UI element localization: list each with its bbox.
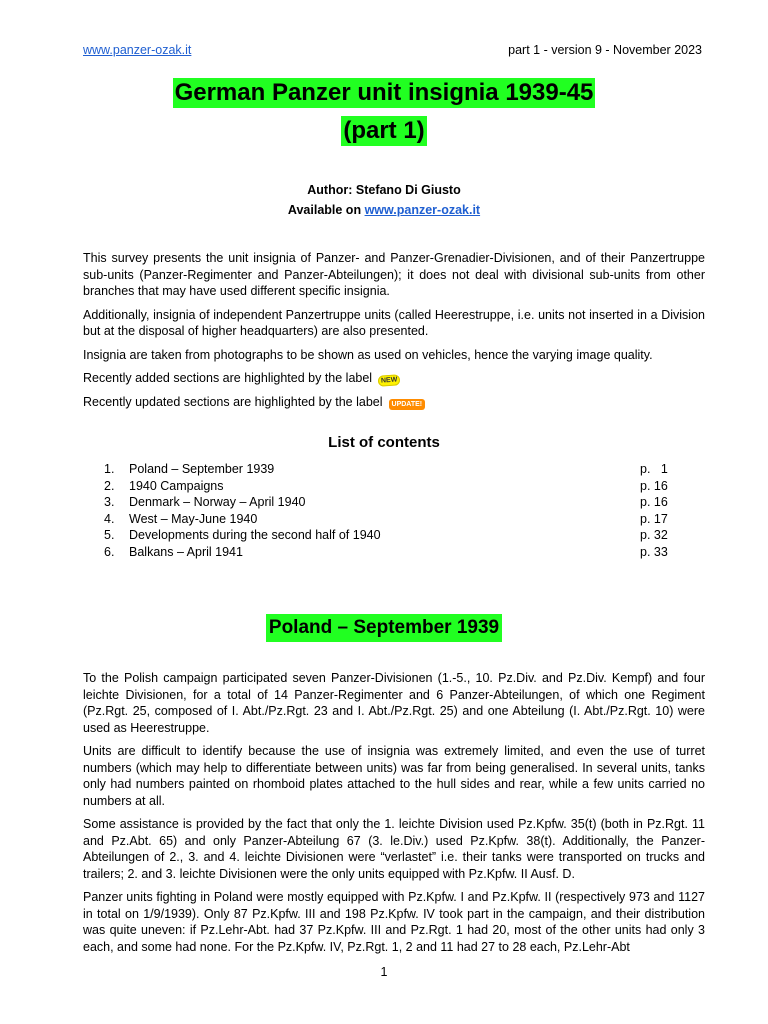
intro-paragraph-1: This survey presents the unit insignia of Panzer- and Panzer-Grenadier-Divisionen, and of their Panzertruppe sub-units (Panzer-Regimenter and Panzer-Abteilungen); it does not deal with divisional sub-units from other branches that may have used different specific insignia. (83, 251, 705, 298)
toc-item[interactable] (104, 494, 670, 511)
toc-item[interactable] (104, 544, 670, 561)
toc-item[interactable] (104, 527, 670, 544)
header-version: part 1 - version 9 - November 2023 (508, 43, 702, 57)
availability-link[interactable]: www.panzer-ozak.it (364, 203, 481, 217)
title-line-2: (part 1) (343, 117, 425, 144)
intro-paragraph-3: Insignia are taken from photographs to be shown as used on vehicles, hence the varying image quality. (83, 347, 653, 362)
toc-item-page: p. 17 (640, 511, 668, 526)
section-title: Poland – September 1939 (266, 614, 502, 642)
toc-item-number: 4. (104, 511, 115, 526)
title-line-1: German Panzer unit insignia 1939-45 (174, 79, 594, 106)
toc-item-page: p. 33 (640, 544, 668, 559)
toc-item[interactable] (104, 478, 670, 495)
new-label-text: Recently added sections are highlighted by the label (83, 371, 373, 385)
section-paragraph-4: Panzer units fighting in Poland were mostly equipped with Pz.Kpfw. I and Pz.Kpfw. II (respectively 973 and 1127 in total on 1/9/1939). Only 87 Pz.Kpfw. III and 198 Pz.Kpfw. IV took part in the campaign, and their distribution was quite uneven: if Pz.Lehr-Abt. had 37 Pz.Kpfw. III and Pz.Rgt. 1 had 20, most of the other units had only 3 each, and some had none. For the Pz.Kpfw. IV, Pz.Rgt. 1, 2 and 11 had 27 to 28 each, Pz.Lehr-Abt (83, 890, 705, 954)
availability-line (0, 200, 768, 220)
toc-title: List of contents (328, 434, 440, 451)
toc-item-page: p. 32 (640, 528, 668, 542)
header-site-link[interactable]: www.panzer-ozak.it (83, 43, 192, 57)
toc-item[interactable] (104, 461, 670, 478)
intro-paragraph-5 (83, 394, 705, 411)
toc-item-number: 5. (104, 528, 115, 542)
toc-item-number: 3. (104, 495, 115, 509)
author-block (0, 180, 768, 220)
availability-prefix: Available on (287, 203, 365, 217)
section-paragraph-3: Some assistance is provided by the fact that only the 1. leichte Division used Pz.Kpfw. 35(t) (both in Pz.Rgt. 11 and Pz.Abt. 65) and only Panzer-Abteilung 67 (3. le.Div.) used Pz.Kpfw. 38(t). Additionally, the Panzer-Abteilungen of 2., 3. and 4. leichte Divisionen were “verlastet” i.e. their tanks were transported on trucks and trailers; 2. and 3. leichte Divisionen were the only units equipped with Pz.Kpfw. II Ausf. D. (83, 817, 705, 881)
section-paragraph-2: Units are difficult to identify because the use of insignia was extremely limited, and even the use of turret numbers (which may help to differentiate between units) was far from being generalised. In several units, tanks only had numbers painted on rhomboid plates attached to the hull sides and rear, while a few units carried no numbers at all. (83, 744, 705, 808)
toc-item[interactable] (104, 511, 670, 528)
toc-item-label: Poland – September 1939 (129, 462, 275, 476)
update-badge-icon: UPDATE! (389, 399, 426, 410)
toc-item-number: 2. (104, 478, 115, 493)
toc-item-label: Balkans – April 1941 (129, 544, 243, 559)
page-header (83, 43, 702, 57)
toc-item-label: Developments during the second half of 1940 (129, 528, 381, 542)
toc-item-label: Denmark – Norway – April 1940 (129, 495, 306, 509)
toc-item-label: West – May-June 1940 (129, 511, 258, 526)
intro-paragraph-4 (83, 370, 705, 387)
intro-text (83, 250, 705, 417)
new-badge-icon: NEW (378, 374, 401, 387)
section-paragraph-1: To the Polish campaign participated seven Panzer-Divisionen (1.-5., 10. Pz.Div. and Pz.Div. Kempf) and four leichte Divisionen, for a total of 14 Panzer-Regimenter and 6 Panzer-Abteilungen, of which one Regiment (Pz.Rgt. 25, composed of I. Abt./Pz.Rgt. 23 and I. Abt./Pz.Rgt. 25) and one Abteilung (I. Abt./Pz.Rgt. 10) were used as Heerestruppe. (83, 671, 705, 735)
toc-item-number: 1. (104, 462, 115, 476)
toc-item-number: 6. (104, 544, 115, 559)
toc-item-label: 1940 Campaigns (129, 478, 224, 493)
page-number: 1 (380, 965, 388, 979)
table-of-contents (104, 461, 670, 560)
toc-item-page: p. 1 (640, 462, 668, 476)
toc-item-page: p. 16 (640, 495, 668, 509)
document-title (0, 78, 768, 154)
author-line: Author: Stefano Di Giusto (307, 183, 461, 197)
toc-item-page: p. 16 (640, 478, 668, 493)
section-heading (0, 614, 768, 642)
intro-paragraph-2: Additionally, insignia of independent Panzertruppe units (called Heerestruppe, i.e. units not inserted in a Division but at the disposal of higher headquarters) are also presented. (83, 307, 705, 338)
section-text (83, 670, 705, 962)
update-label-text: Recently updated sections are highlighted by the label (83, 394, 383, 409)
